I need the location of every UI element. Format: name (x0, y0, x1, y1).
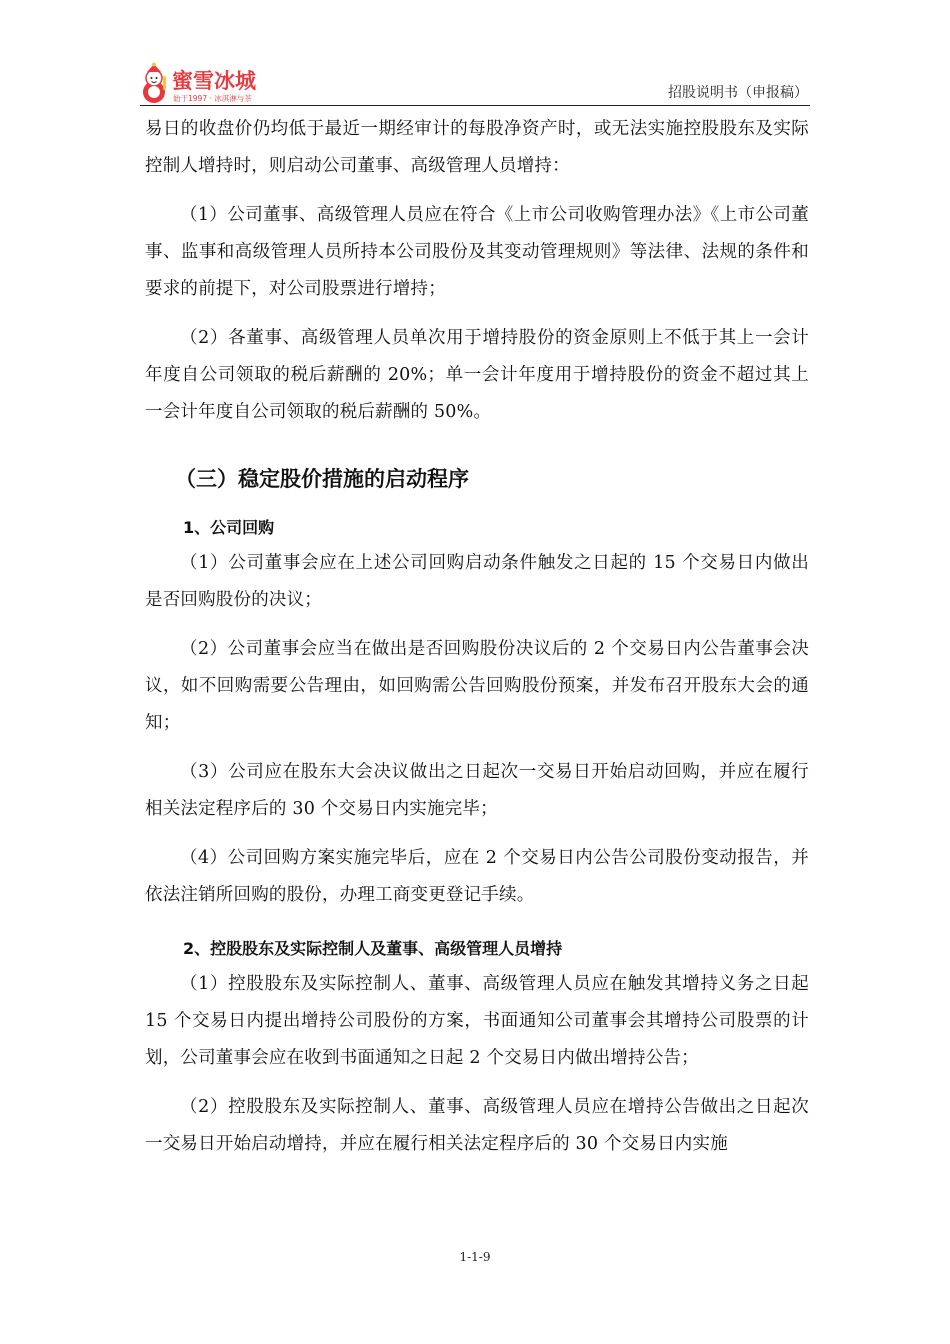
document-body (145, 111, 809, 1163)
paragraph-item: （1）公司董事会应在上述公司回购启动条件触发之日起的 15 个交易日内做出是否回购股份的决议； (145, 553, 809, 610)
paragraph-item: （1）公司董事、高级管理人员应在符合《上市公司收购管理办法》《上市公司董事、监事和高级管理人员所持本公司股份及其变动管理规则》等法律、法规的条件和要求的前提下，对公司股票进行增持； (145, 205, 809, 299)
logo-tagline: 始于1997 · 冰淇淋与茶 (173, 94, 252, 103)
snowman-mascot-icon (143, 63, 166, 104)
subsection-heading: 2、控股股东及实际控制人及董事、高级管理人员增持 (183, 939, 563, 958)
mixue-logo (140, 62, 280, 106)
subsection-heading: 1、公司回购 (183, 518, 275, 537)
logo-text: 蜜雪冰城 (172, 69, 256, 93)
paragraph-item: （1）控股股东及实际控制人、董事、高级管理人员应在触发其增持义务之日起 15 个交易日内提出增持公司股份的方案，书面通知公司董事会其增持公司股票的计划，公司董事会应在收到书面通知之日起 2 个交易日内做出增持公告； (145, 974, 809, 1068)
paragraph-item: （4）公司回购方案实施完毕后，应在 2 个交易日内公告公司股份变动报告，并依法注销所回购的股份，办理工商变更登记手续。 (145, 848, 809, 905)
section-heading: （三）稳定股价措施的启动程序 (175, 467, 469, 491)
header-divider (140, 105, 810, 106)
doc-label: 招股说明书（申报稿） (668, 85, 808, 101)
paragraph-item: （2）各董事、高级管理人员单次用于增持股份的资金原则上不低于其上一会计年度自公司领取的税后薪酬的 20%；单一会计年度用于增持股份的资金不超过其上一会计年度自公司领取的税后薪酬的 50%。 (145, 328, 809, 422)
page-number: 1-1-9 (459, 1250, 491, 1264)
paragraph-item: （3）公司应在股东大会决议做出之日起次一交易日开始启动回购，并应在履行相关法定程序后的 30 个交易日内实施完毕； (145, 762, 809, 819)
paragraph-item: （2）公司董事会应当在做出是否回购股份决议后的 2 个交易日内公告董事会决议，如不回购需要公告理由，如回购需公告回购股份预案，并发布召开股东大会的通知； (145, 639, 809, 733)
paragraph-continued: 易日的收盘价仍均低于最近一期经审计的每股净资产时，或无法实施控股股东及实际控制人增持时，则启动公司董事、高级管理人员增持： (145, 119, 809, 176)
paragraph-item: （2）控股股东及实际控制人、董事、高级管理人员应在增持公告做出之日起次一交易日开始启动增持，并应在履行相关法定程序后的 30 个交易日内实施 (145, 1097, 809, 1154)
